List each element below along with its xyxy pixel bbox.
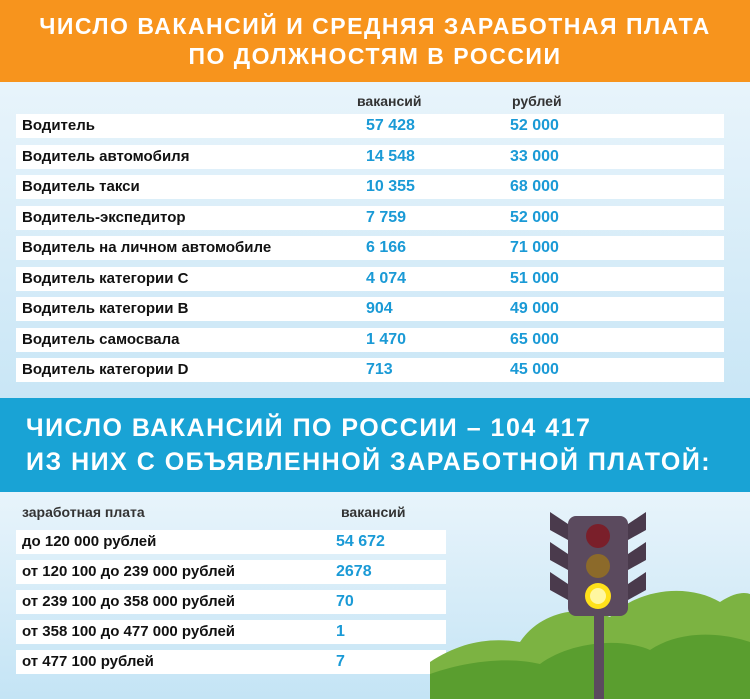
column-header-vacancies-2: вакансий — [341, 504, 406, 520]
vacancies-value: 2678 — [336, 563, 372, 580]
title-line-1: ЧИСЛО ВАКАНСИЙ И СРЕДНЯЯ ЗАРАБОТНАЯ ПЛАТА — [39, 13, 711, 39]
salary-value: 71 000 — [510, 239, 559, 256]
salary-range-label: от 239 100 до 358 000 рублей — [22, 593, 236, 610]
summary-line-1: ЧИСЛО ВАКАНСИЙ ПО РОССИИ – 104 417 — [26, 414, 592, 442]
column-header-rubles: рублей — [512, 93, 562, 109]
position-label: Водитель — [22, 117, 95, 134]
salary-value: 33 000 — [510, 147, 559, 165]
title-banner — [0, 0, 750, 82]
position-label: Водитель категории С — [22, 269, 189, 287]
position-label: Водитель на личном автомобиле — [22, 239, 272, 256]
table-row — [16, 145, 724, 169]
salary-range-label: от 120 100 до 239 000 рублей — [22, 563, 236, 580]
position-label: Водитель автомобиля — [22, 147, 190, 165]
table-row — [16, 650, 446, 674]
position-label: Водитель-экспедитор — [22, 208, 186, 226]
salary-value: 52 000 — [510, 208, 559, 226]
vacancies-value: 713 — [366, 361, 393, 378]
table-row — [16, 560, 446, 584]
vacancies-value: 10 355 — [366, 178, 415, 195]
vacancies-value: 57 428 — [366, 117, 415, 134]
salary-value: 49 000 — [510, 300, 559, 317]
salary-value: 65 000 — [510, 330, 559, 348]
salary-value: 68 000 — [510, 178, 559, 195]
summary-banner — [0, 398, 750, 492]
vacancies-value: 1 470 — [366, 330, 407, 348]
traffic-light-icon — [430, 492, 750, 699]
salary-value: 45 000 — [510, 361, 559, 378]
table-row — [16, 530, 446, 554]
vacancies-value: 4 074 — [366, 269, 407, 287]
title-line-2: ПО ДОЛЖНОСТЯМ В РОССИИ — [188, 43, 562, 69]
summary-line-2: ИЗ НИХ С ОБЪЯВЛЕННОЙ ЗАРАБОТНОЙ ПЛАТОЙ: — [26, 448, 712, 476]
salary-range-label: до 120 000 рублей — [22, 533, 157, 550]
salary-value: 52 000 — [510, 117, 559, 134]
table-row — [16, 114, 724, 138]
table-row — [16, 236, 724, 260]
table-row — [16, 328, 724, 352]
table-row — [16, 206, 724, 230]
vacancies-value: 6 166 — [366, 239, 407, 256]
vacancies-value: 7 — [336, 653, 345, 670]
vacancies-value: 1 — [336, 623, 345, 640]
salary-range-label: от 358 100 до 477 000 рублей — [22, 623, 236, 640]
table-row — [16, 267, 724, 291]
table-row — [16, 358, 724, 382]
table-row — [16, 175, 724, 199]
column-header-salary: заработная плата — [22, 504, 145, 520]
position-label: Водитель категории D — [22, 361, 189, 378]
vacancies-value: 7 759 — [366, 208, 407, 226]
salary-value: 51 000 — [510, 269, 559, 287]
vacancies-value: 70 — [336, 593, 354, 610]
position-label: Водитель такси — [22, 178, 140, 195]
table-row — [16, 297, 724, 321]
salary-range-label: от 477 100 рублей — [22, 653, 154, 670]
column-header-vacancies: вакансий — [357, 93, 422, 109]
table-row — [16, 620, 446, 644]
table-row — [16, 590, 446, 614]
vacancies-value: 54 672 — [336, 533, 385, 550]
position-label: Водитель категории В — [22, 300, 189, 317]
position-label: Водитель самосвала — [22, 330, 180, 348]
vacancies-value: 904 — [366, 300, 393, 317]
vacancies-value: 14 548 — [366, 147, 415, 165]
